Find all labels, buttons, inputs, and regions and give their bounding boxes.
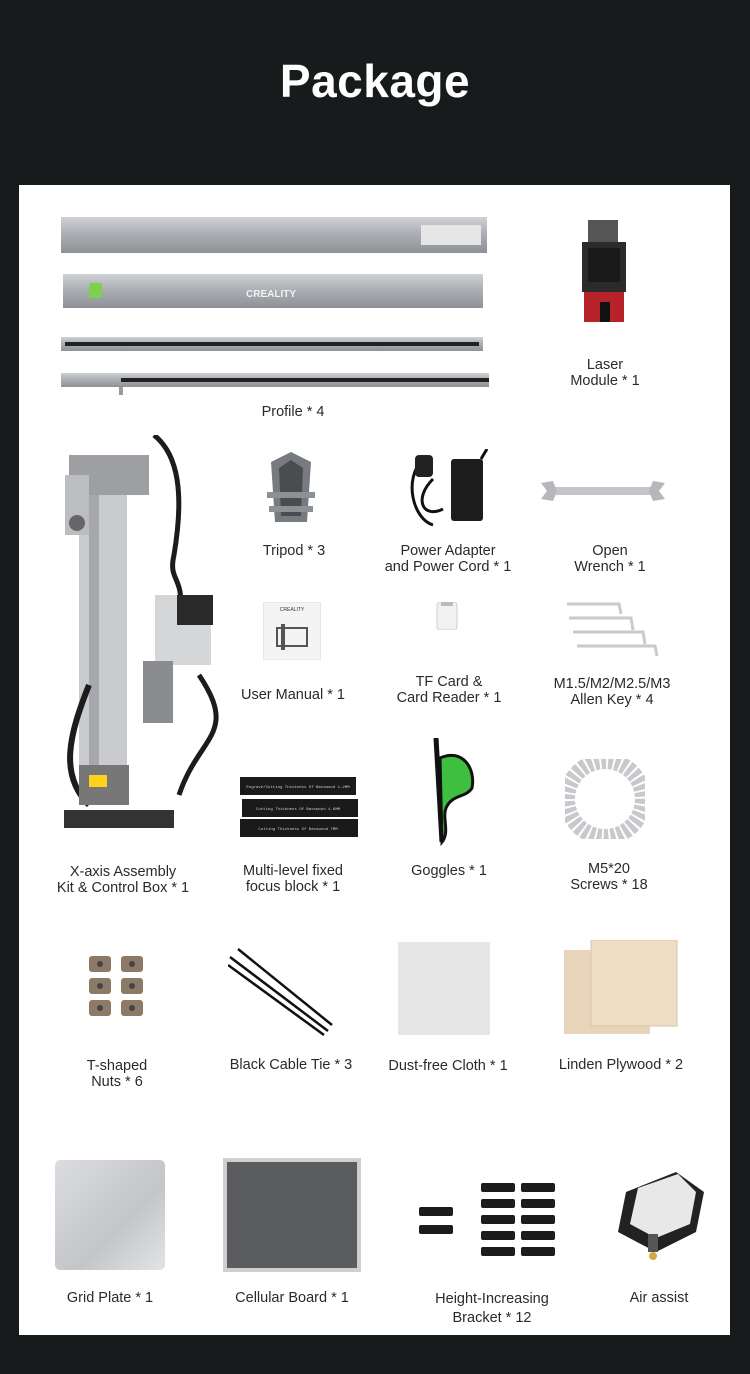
laser-module-image	[582, 220, 630, 325]
linden-plywood-label: Linden Plywood * 2	[558, 1057, 684, 1073]
power-adapter-image	[403, 449, 493, 529]
goggles-label: Goggles * 1	[411, 863, 487, 879]
dust-free-cloth-image	[398, 942, 490, 1035]
x-axis-assembly-image	[59, 435, 234, 845]
grid-plate-label: Grid Plate * 1	[66, 1290, 154, 1306]
tf-card-label: TF Card & Card Reader * 1	[396, 674, 502, 706]
allen-keys-label: M1.5/M2/M2.5/M3 Allen Key * 4	[553, 676, 671, 708]
wrench-label: Open Wrench * 1	[574, 543, 646, 575]
profile-image	[61, 217, 493, 397]
package-panel	[19, 185, 730, 1335]
tripod-image	[267, 452, 315, 526]
tripod-label: Tripod * 3	[262, 543, 326, 559]
cellular-board-image	[223, 1158, 361, 1272]
dust-free-cloth-label: Dust-free Cloth * 1	[388, 1058, 508, 1074]
linden-plywood-image	[564, 940, 679, 1036]
manual-cover-logo: CREALITY	[279, 607, 305, 613]
tf-card-reader-image	[435, 602, 459, 630]
grid-plate-image	[55, 1160, 165, 1270]
air-assist-image	[616, 1172, 706, 1262]
profile-logo: CREALITY	[246, 289, 296, 300]
height-bracket-label: Height-Increasing Bracket * 12	[435, 1291, 549, 1326]
cellular-board-label: Cellular Board * 1	[235, 1290, 349, 1306]
user-manual-image	[263, 602, 321, 660]
focus-row-3: Cutting Thickness Of Basswood 7MM	[258, 828, 338, 832]
x-axis-assembly-label: X-axis Assembly Kit & Control Box * 1	[56, 864, 190, 896]
screws-image	[565, 759, 645, 839]
laser-module-label: Laser Module * 1	[570, 357, 640, 389]
height-bracket-image	[411, 1183, 559, 1267]
focus-block-image	[240, 777, 358, 839]
focus-row-2: Cutting Thickness Of Basswood 4-6MM	[255, 808, 341, 812]
focus-block-label: Multi-level fixed focus block * 1	[243, 863, 343, 895]
profile-label: Profile * 4	[261, 404, 325, 420]
air-assist-label: Air assist	[629, 1290, 689, 1306]
goggles-image	[432, 738, 478, 846]
wrench-image	[541, 479, 665, 503]
t-nuts-image	[89, 956, 145, 1016]
power-adapter-label: Power Adapter and Power Cord * 1	[384, 543, 512, 575]
page-title: Package	[279, 55, 471, 107]
t-nuts-label: T-shaped Nuts * 6	[86, 1058, 148, 1090]
allen-keys-image	[567, 600, 659, 658]
focus-row-1: Engrave/Cutting Thickness Of Basswood 1-2MM	[246, 786, 350, 790]
cable-tie-image	[228, 947, 336, 1037]
screws-label: M5*20 Screws * 18	[570, 861, 648, 893]
cable-tie-label: Black Cable Tie * 3	[229, 1057, 353, 1073]
user-manual-label: User Manual * 1	[241, 687, 345, 703]
